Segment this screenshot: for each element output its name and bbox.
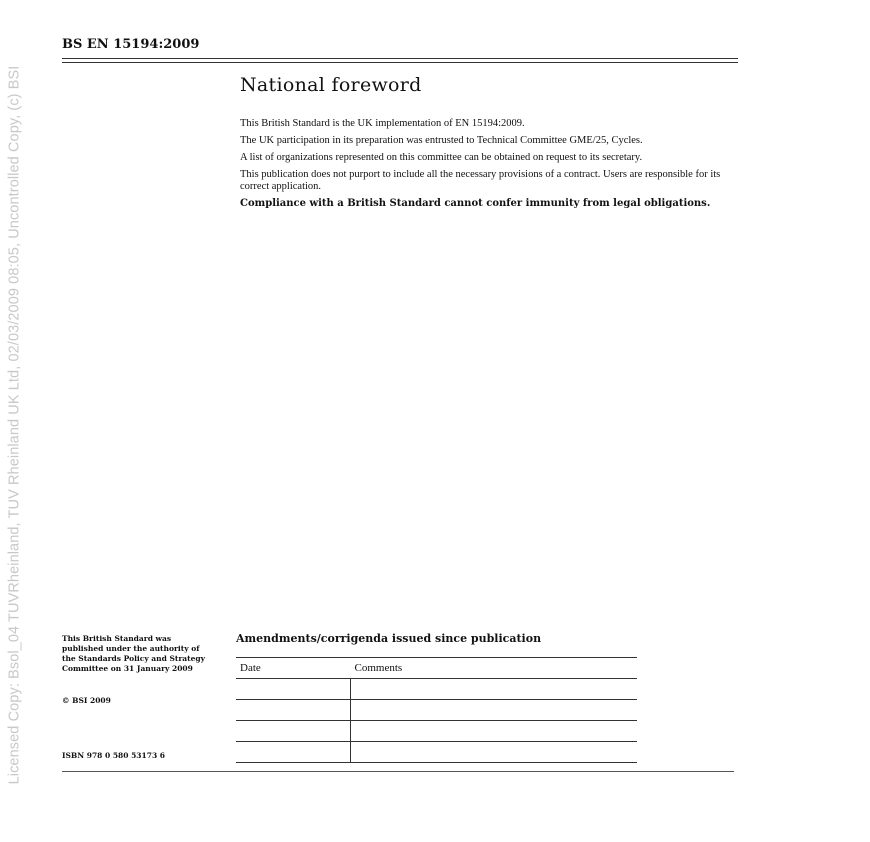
date-cell <box>236 700 351 721</box>
foreword-body <box>240 118 735 215</box>
publication-note-text: This British Standard was published under the authority of the Standards Policy and Strategy Committee on 31 January 2009 <box>62 634 205 673</box>
comments-cell <box>351 700 638 721</box>
amendments-title: Amendments/corrigenda issued since publication <box>236 632 542 645</box>
comments-cell <box>351 742 638 763</box>
foreword-paragraph: This publication does not purport to include all the necessary provisions of a contract. Users are responsible for its correct application. <box>240 169 721 192</box>
foreword-paragraph: This British Standard is the UK implementation of EN 15194:2009. <box>240 118 525 129</box>
isbn: ISBN 978 0 580 53173 6 <box>62 751 166 760</box>
table-row <box>236 721 637 742</box>
footer-rule <box>62 771 734 772</box>
copyright-notice: © BSI 2009 <box>62 696 111 705</box>
date-cell <box>236 721 351 742</box>
foreword-paragraph: A list of organizations represented on this committee can be obtained on request to its secretary. <box>240 152 643 163</box>
table-row <box>236 742 637 763</box>
foreword-paragraph: The UK participation in its preparation was entrusted to Technical Committee GME/25, Cycles. <box>240 135 643 146</box>
column-header-date: Date <box>240 662 261 674</box>
table-header-row <box>236 658 637 679</box>
page-title: National foreword <box>240 74 422 96</box>
amendments-table <box>236 657 637 763</box>
column-header-comments: Comments <box>354 662 403 674</box>
watermark-text: Licensed Copy: Bsol_04 TUVRheinland, TUV Rheinland UK Ltd, 02/03/2009 08:05, Uncontrolled Copy, (c) BSI <box>6 65 23 785</box>
date-cell <box>236 742 351 763</box>
comments-cell <box>351 679 638 700</box>
header-rule <box>62 58 738 59</box>
compliance-note: Compliance with a British Standard cannot confer immunity from legal obligations. <box>240 198 711 209</box>
watermark <box>4 30 24 820</box>
publication-note <box>62 634 212 680</box>
header-rule-secondary <box>62 62 738 63</box>
table-row <box>236 700 637 721</box>
date-cell <box>236 679 351 700</box>
comments-cell <box>351 721 638 742</box>
table-row <box>236 679 637 700</box>
standard-number: BS EN 15194:2009 <box>62 37 200 52</box>
